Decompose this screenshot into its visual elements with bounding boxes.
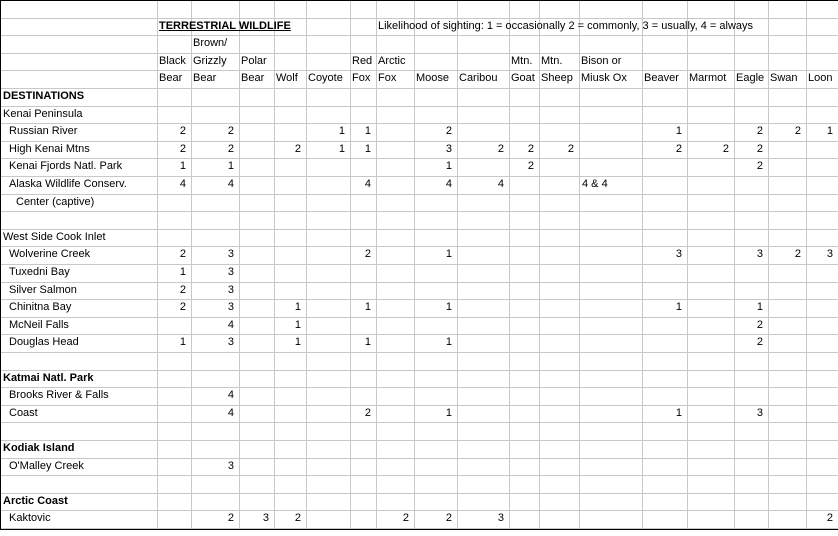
destination-label: Kenai Fjords Natl. Park [9, 160, 123, 173]
sighting-value: 1 [294, 318, 301, 331]
sighting-value: 2 [364, 248, 371, 261]
destination-label: Douglas Head [9, 336, 79, 349]
column-header-l3: Fox [378, 72, 397, 85]
sighting-value: 2 [364, 406, 371, 419]
sighting-value: 2 [294, 142, 301, 155]
sighting-value: 4 [179, 178, 186, 190]
destination-label: Chinitna Bay [9, 301, 72, 314]
column-gridline [539, 0, 540, 530]
row-gridline [0, 229, 838, 230]
sighting-value: 4 [227, 389, 234, 402]
column-header-l3: Bear [193, 72, 217, 85]
column-gridline [768, 0, 769, 530]
sighting-value: 4 [227, 406, 234, 419]
sighting-value: 2 [567, 142, 574, 155]
sighting-value: 2 [675, 142, 682, 155]
sighting-value: 1 [445, 336, 452, 349]
row-gridline [0, 106, 838, 107]
destination-label: McNeil Falls [9, 318, 69, 331]
sighting-value: 3 [262, 512, 269, 525]
sighting-value: 4 & 4 [582, 178, 608, 190]
column-header-l3: Miusk Ox [581, 72, 627, 85]
row-gridline [0, 475, 838, 476]
sighting-value: 1 [364, 301, 371, 314]
column-header-l3: Marmot [689, 72, 727, 85]
destination-label: Center (captive) [16, 195, 95, 208]
sighting-value: 3 [445, 142, 452, 155]
sighting-value: 2 [402, 512, 409, 525]
column-header-l3: Bear [241, 72, 265, 85]
sighting-value: 4 [445, 178, 452, 190]
row-gridline [0, 458, 838, 459]
column-header-l3: Eagle [736, 72, 765, 85]
sighting-value: 2 [227, 125, 234, 138]
sighting-value: 3 [227, 283, 234, 296]
sighting-value: 1 [675, 301, 682, 314]
column-gridline [274, 0, 275, 530]
destination-label: Russian River [9, 125, 78, 138]
sighting-value: 3 [756, 406, 763, 419]
column-header-l3: Goat [511, 72, 535, 85]
sighting-value: 2 [179, 283, 186, 296]
column-header-l2: Grizzly [193, 54, 227, 67]
column-header-l3: Coyote [308, 72, 343, 85]
destination-label: Alaska Wildlife Conserv. [9, 178, 127, 190]
column-header-l2: Black [159, 54, 186, 67]
column-header-l3: Fox [352, 72, 371, 85]
sighting-value: 2 [179, 125, 186, 138]
sighting-value: 1 [445, 248, 452, 261]
sighting-value: 2 [227, 142, 234, 155]
sighting-value: 2 [445, 125, 452, 138]
sighting-value: 1 [179, 336, 186, 349]
row-gridline [0, 282, 838, 283]
sighting-value: 3 [675, 248, 682, 261]
sighting-value: 1 [364, 142, 371, 155]
bottom-border [0, 529, 838, 530]
sighting-value: 2 [794, 248, 801, 261]
column-header-l2: Arctic [378, 54, 406, 67]
sighting-value: 3 [227, 336, 234, 349]
row-gridline [0, 440, 838, 441]
column-gridline [509, 0, 510, 530]
sighting-value: 4 [364, 178, 371, 190]
sighting-value: 3 [227, 459, 234, 472]
sighting-value: 1 [756, 301, 763, 314]
sighting-value: 2 [756, 318, 763, 331]
column-gridline [376, 0, 377, 530]
sighting-value: 2 [756, 336, 763, 349]
top-border [0, 0, 838, 1]
row-gridline [0, 493, 838, 494]
sighting-value: 1 [445, 406, 452, 419]
column-header-l3: Swan [770, 72, 798, 85]
sighting-value: 3 [227, 266, 234, 278]
sighting-value: 2 [294, 512, 301, 525]
destination-label: Coast [9, 406, 38, 419]
row-gridline [0, 264, 838, 265]
sighting-value: 2 [227, 512, 234, 525]
sighting-value: 2 [445, 512, 452, 525]
sighting-value: 1 [826, 125, 833, 138]
destinations-header: DESTINATIONS [3, 90, 85, 102]
column-gridline [687, 0, 688, 530]
sighting-value: 2 [826, 512, 833, 525]
row-gridline [0, 317, 838, 318]
column-header-l2: Bison or [581, 54, 622, 67]
column-header-l2: Polar [241, 54, 267, 67]
section-label: West Side Cook Inlet [3, 230, 106, 243]
sighting-value: 4 [227, 178, 234, 190]
sighting-value: 2 [527, 160, 534, 173]
column-gridline [239, 0, 240, 530]
column-gridline [306, 0, 307, 530]
section-label: Kodiak Island [3, 442, 75, 454]
sighting-value: 2 [179, 248, 186, 261]
sighting-value: 3 [227, 301, 234, 314]
sighting-value: 1 [294, 301, 301, 314]
destination-label: Silver Salmon [9, 283, 77, 296]
row-gridline [0, 352, 838, 353]
column-header-l2: Mtn. [511, 54, 533, 67]
column-header-l3: Loon [808, 72, 833, 85]
sighting-value: 2 [756, 160, 763, 173]
sighting-value: 2 [497, 142, 504, 155]
destination-label: O'Malley Creek [9, 459, 84, 472]
row-gridline [0, 53, 838, 54]
row-gridline [0, 194, 838, 195]
column-gridline [350, 0, 351, 530]
sighting-value: 2 [179, 142, 186, 155]
column-header-l3: Bear [159, 72, 183, 85]
sighting-value: 1 [294, 336, 301, 349]
sighting-value: 1 [364, 336, 371, 349]
sighting-value: 1 [675, 125, 682, 138]
sighting-value: 3 [826, 248, 833, 261]
column-gridline [579, 0, 580, 530]
section-label: Kenai Peninsula [3, 107, 83, 120]
sighting-value: 1 [675, 406, 682, 419]
column-header-l3: Moose [416, 72, 450, 85]
destination-label: Tuxedni Bay [9, 266, 70, 278]
sighting-value: 2 [756, 142, 763, 155]
column-header-l3: Sheep [541, 72, 573, 85]
sighting-value: 2 [794, 125, 801, 138]
row-gridline [0, 88, 838, 89]
section-label: Arctic Coast [3, 494, 68, 507]
column-header-l1: Brown/ [193, 37, 228, 50]
sighting-value: 1 [179, 266, 186, 278]
sighting-value: 2 [179, 301, 186, 314]
sighting-value: 1 [445, 301, 452, 314]
column-gridline [734, 0, 735, 530]
sighting-value: 1 [338, 125, 345, 138]
left-border [0, 0, 1, 530]
destination-label: Wolverine Creek [9, 248, 91, 261]
destination-label: Brooks River & Falls [9, 389, 109, 402]
sheet-title: TERRESTRIAL WILDLIFE [159, 19, 291, 32]
column-gridline [414, 0, 415, 530]
sighting-value: 1 [227, 160, 234, 173]
sighting-value: 1 [445, 160, 452, 173]
sighting-value: 2 [527, 142, 534, 155]
column-gridline [457, 0, 458, 530]
sighting-value: 3 [756, 248, 763, 261]
section-label: Katmai Natl. Park [3, 371, 94, 384]
column-header-l2: Mtn. [541, 54, 563, 67]
row-gridline [0, 387, 838, 388]
sighting-value: 2 [756, 125, 763, 138]
destination-label: Kaktovic [9, 512, 51, 525]
column-header-l2: Red [352, 54, 373, 67]
row-gridline [0, 370, 838, 371]
sighting-value: 2 [722, 142, 729, 155]
row-gridline [0, 211, 838, 212]
sighting-value: 4 [227, 318, 234, 331]
sighting-legend: Likelihood of sighting: 1 = occasionally 2 = commonly, 3 = usually, 4 = always [378, 19, 754, 32]
column-gridline [642, 0, 643, 530]
sighting-value: 3 [227, 248, 234, 261]
column-header-l3: Beaver [644, 72, 679, 85]
sighting-value: 4 [497, 178, 504, 190]
destination-label: High Kenai Mtns [9, 142, 90, 155]
sighting-value: 3 [497, 512, 504, 525]
column-header-l3: Caribou [459, 72, 498, 85]
sighting-value: 1 [179, 160, 186, 173]
column-gridline [806, 0, 807, 530]
column-header-l3: Wolf [276, 72, 298, 85]
sighting-value: 1 [364, 125, 371, 138]
sighting-value: 1 [338, 142, 345, 155]
